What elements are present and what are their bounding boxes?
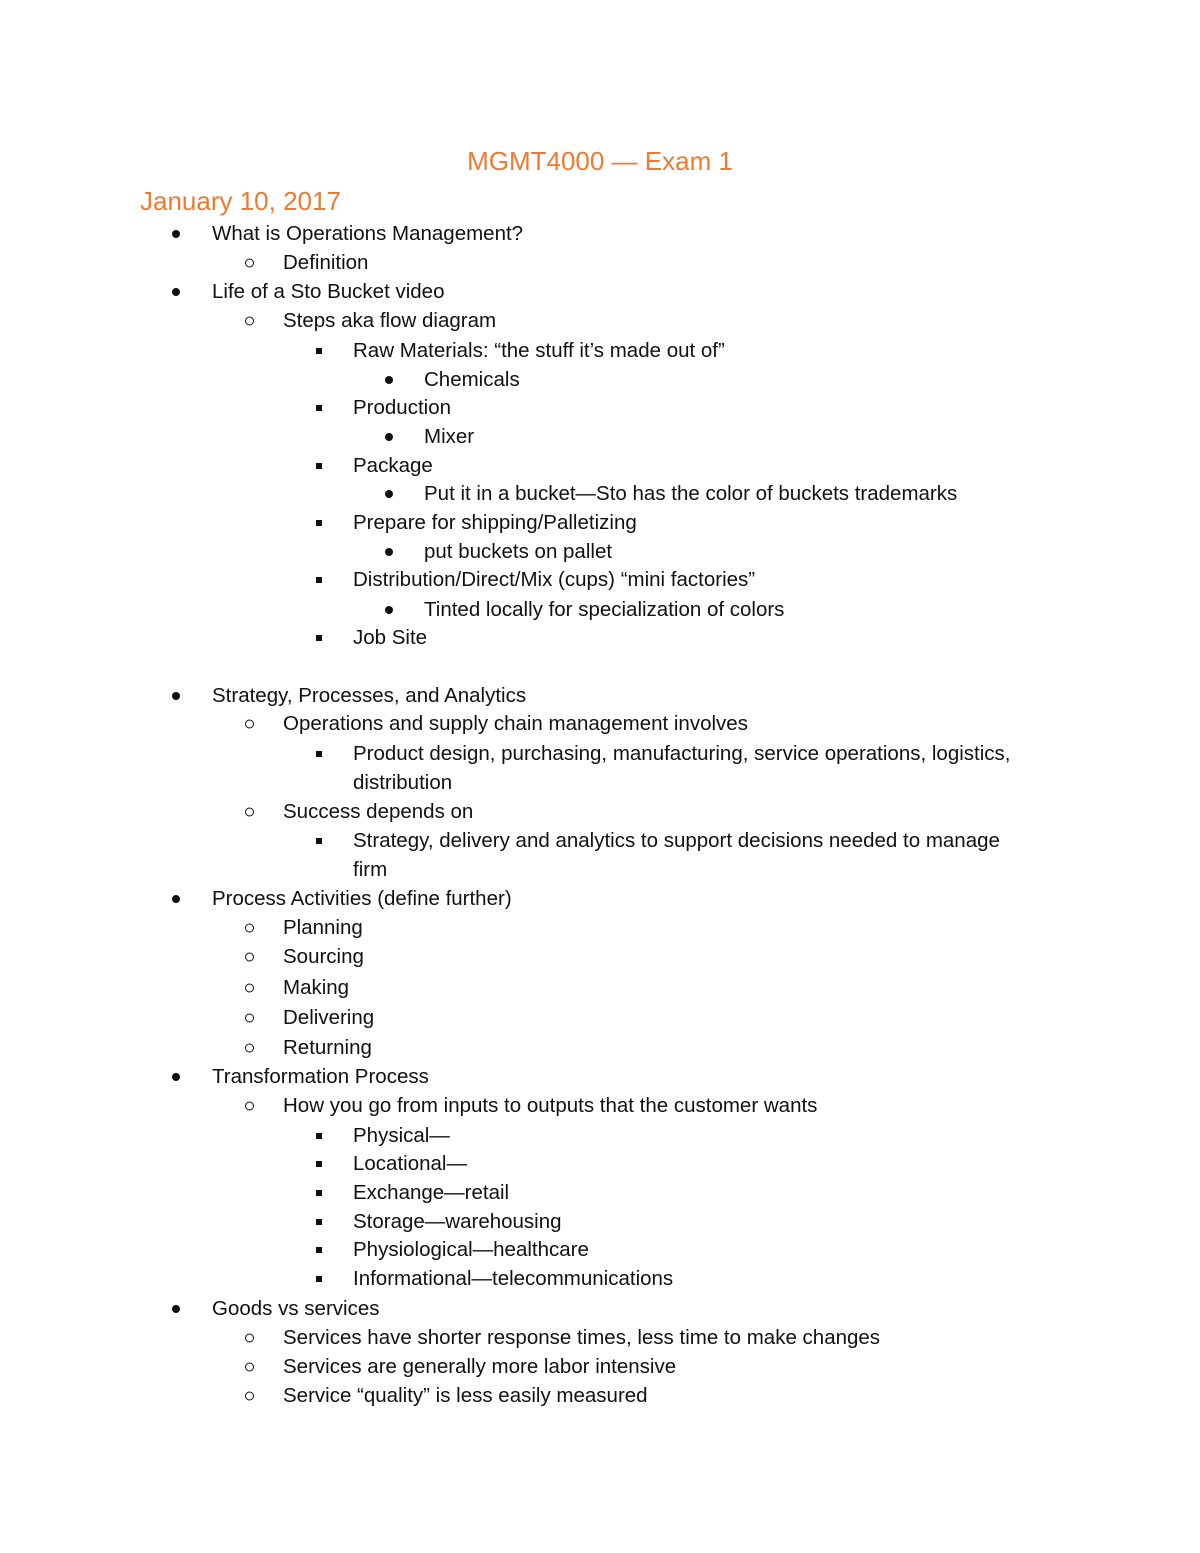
outline-item-text: Physical— (353, 1124, 450, 1147)
bullet-square-icon (316, 463, 322, 469)
outline-item-text: Physiological—healthcare (353, 1238, 589, 1261)
outline-item-text: Service “quality” is less easily measured (283, 1384, 648, 1407)
bullet-disc-icon (172, 230, 180, 238)
outline-item-text: What is Operations Management? (212, 222, 524, 245)
outline-item-text: Mixer (424, 425, 475, 448)
outline-item-text: Returning (283, 1036, 372, 1059)
bullet-circle-icon (245, 1044, 254, 1053)
bullet-circle-icon (245, 1102, 254, 1111)
bullet-disc-icon (172, 1305, 180, 1313)
bullet-circle-icon (245, 317, 254, 326)
bullet-square-icon (316, 405, 322, 411)
bullet-square-icon (316, 635, 322, 641)
outline-item-text: put buckets on pallet (424, 540, 613, 563)
bullet-circle-icon (245, 924, 254, 933)
bullet-disc-icon (172, 692, 180, 700)
outline-item-text: Chemicals (424, 368, 520, 391)
outline-item-text: Operations and supply chain management involves (283, 712, 748, 735)
outline-item-text: Informational—telecommunications (353, 1267, 674, 1290)
outline-item-text: Sourcing (283, 945, 364, 968)
bullet-disc-icon (385, 433, 393, 441)
document-date-heading: January 10, 2017 (140, 186, 341, 216)
bullet-square-icon (316, 838, 322, 844)
outline-item-text: Services are generally more labor intensive (283, 1355, 677, 1378)
bullet-square-icon (316, 1247, 322, 1253)
outline-item-text: Definition (283, 251, 369, 274)
outline-item-text: Services have shorter response times, less time to make changes (283, 1326, 881, 1349)
bullet-square-icon (316, 1190, 322, 1196)
bullet-square-icon (316, 1276, 322, 1282)
outline-item-text: Package (353, 454, 433, 477)
document-title: MGMT4000 — Exam 1 (467, 146, 733, 176)
outline-item-text: Success depends on (283, 800, 474, 823)
outline-item-text: Process Activities (define further) (212, 887, 512, 910)
bullet-circle-icon (245, 808, 254, 817)
bullet-square-icon (316, 1219, 322, 1225)
bullet-square-icon (316, 751, 322, 757)
bullet-square-icon (316, 1161, 322, 1167)
outline-item-text: Steps aka flow diagram (283, 309, 497, 332)
outline-item-text: firm (353, 858, 388, 881)
bullet-disc-icon (385, 376, 393, 384)
bullet-circle-icon (245, 720, 254, 729)
outline-item-text: How you go from inputs to outputs that the customer wants (283, 1094, 818, 1117)
bullet-square-icon (316, 520, 322, 526)
bullet-disc-icon (385, 490, 393, 498)
bullet-square-icon (316, 1133, 322, 1139)
bullet-circle-icon (245, 1392, 254, 1401)
outline-item-text: Product design, purchasing, manufacturing, service operations, logistics, (353, 742, 1011, 765)
outline-item-text: Planning (283, 916, 363, 939)
outline-item-text: Goods vs services (212, 1297, 380, 1320)
bullet-disc-icon (172, 1073, 180, 1081)
bullet-circle-icon (245, 259, 254, 268)
outline-item-text: Strategy, delivery and analytics to support decisions needed to manage (353, 829, 1000, 852)
outline-item-text: Raw Materials: “the stuff it’s made out of” (353, 339, 725, 362)
outline-item-text: Making (283, 976, 350, 999)
outline-item-text: Storage—warehousing (353, 1210, 562, 1233)
outline-item-text: Job Site (353, 626, 428, 649)
bullet-disc-icon (172, 895, 180, 903)
bullet-circle-icon (245, 1363, 254, 1372)
outline-item-text: Distribution/Direct/Mix (cups) “mini factories” (353, 568, 756, 591)
bullet-disc-icon (385, 548, 393, 556)
outline-item-text: Production (353, 396, 452, 419)
outline-item-text: distribution (353, 771, 453, 794)
bullet-disc-icon (172, 288, 180, 296)
outline-item-text: Transformation Process (212, 1065, 429, 1088)
outline-item-text: Prepare for shipping/Palletizing (353, 511, 637, 534)
outline-item-text: Tinted locally for specialization of colors (424, 598, 785, 621)
bullet-circle-icon (245, 1334, 254, 1343)
outline-item-text: Locational— (353, 1152, 467, 1175)
bullet-circle-icon (245, 953, 254, 962)
outline-item-text: Put it in a bucket—Sto has the color of buckets trademarks (424, 482, 958, 505)
outline-item-text: Life of a Sto Bucket video (212, 280, 445, 303)
outline-item-text: Exchange—retail (353, 1181, 510, 1204)
bullet-square-icon (316, 348, 322, 354)
bullet-square-icon (316, 577, 322, 583)
outline-item-text: Delivering (283, 1006, 375, 1029)
bullet-circle-icon (245, 984, 254, 993)
outline-item-text: Strategy, Processes, and Analytics (212, 684, 527, 707)
bullet-disc-icon (385, 606, 393, 614)
bullet-circle-icon (245, 1014, 254, 1023)
